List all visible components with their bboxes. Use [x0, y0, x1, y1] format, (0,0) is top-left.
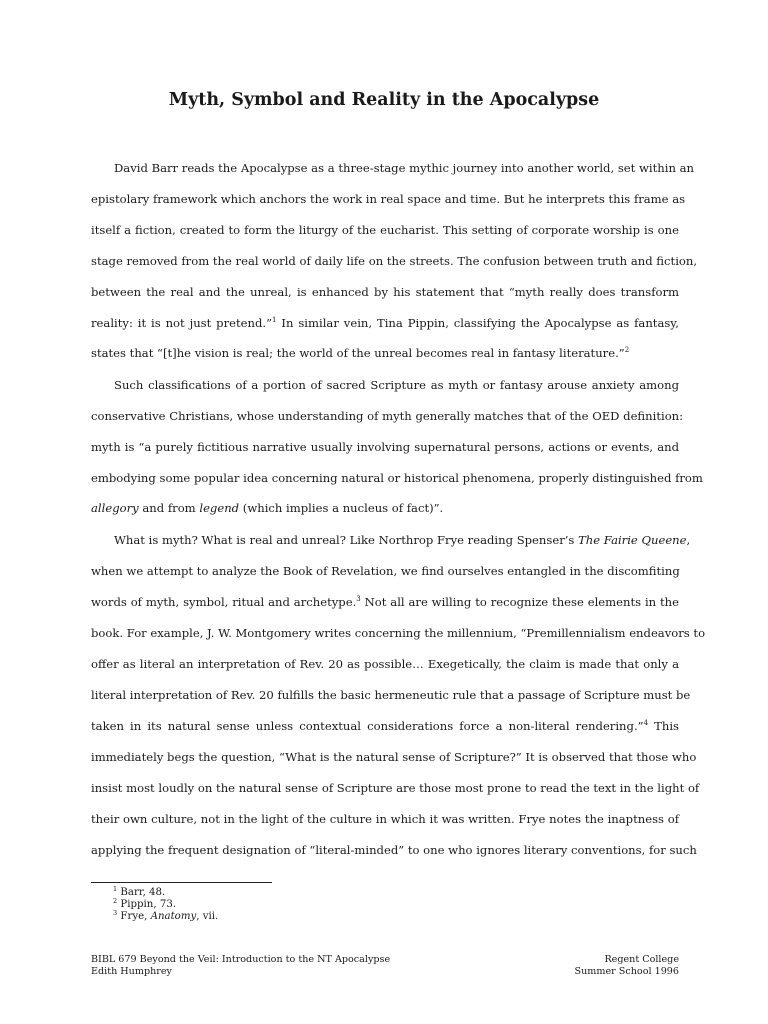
- text-span: (which implies a nucleus of fact)”.: [239, 501, 444, 515]
- text-line: immediately begs the question, “What is the natural sense of Scripture?” It is observed that those who: [91, 750, 697, 764]
- footer-term: Summer School 1996: [574, 966, 679, 977]
- text-span: taken in its natural sense unless contextual considerations force a non-literal rendering.”: [91, 719, 644, 733]
- text-line: their own culture, not in the light of the culture in which it was written. Frye notes the inaptness of: [91, 812, 679, 826]
- footnote-number: 3: [113, 909, 118, 917]
- footnote: [113, 887, 165, 899]
- text-span: In similar vein, Tina Pippin, classifying the Apocalypse as fantasy,: [281, 316, 679, 330]
- text-line: [91, 343, 679, 363]
- text-line: literal interpretation of Rev. 20 fulfills the basic hermeneutic rule that a passage of Scripture must be: [91, 688, 691, 702]
- italic-text: Anatomy: [150, 911, 197, 922]
- text-line: when we attempt to analyze the Book of Revelation, we find ourselves entangled in the discomfiting: [91, 564, 680, 578]
- text-span: words of myth, symbol, ritual and archetype.: [91, 595, 357, 609]
- text-span: What is myth? What is real and unreal? Like Northrop Frye reading Spenser’s: [114, 533, 579, 547]
- footnote-ref[interactable]: 3: [356, 595, 361, 603]
- text-line: [114, 530, 691, 550]
- footnote-text: , vii.: [196, 911, 219, 922]
- text-line: conservative Christians, whose understanding of myth generally matches that of the OED definition:: [91, 409, 684, 423]
- text-line: itself a fiction, created to form the liturgy of the eucharist. This setting of corporate worship is one: [91, 223, 679, 237]
- text-line: insist most loudly on the natural sense of Scripture are those most prone to read the text in the light of: [91, 781, 700, 795]
- text-span: This: [648, 719, 679, 733]
- footnote-number: 1: [113, 885, 118, 893]
- text-line: [91, 592, 679, 612]
- text-line: [91, 498, 679, 518]
- text-line: embodying some popular idea concerning natural or historical phenomena, properly distinguished from: [91, 471, 703, 485]
- footnote-ref[interactable]: 4: [643, 719, 649, 727]
- text-line: between the real and the unreal, is enhanced by his statement that “myth really does transform: [91, 285, 679, 299]
- footnote: [113, 899, 176, 911]
- text-line: stage removed from the real world of daily life on the streets. The confusion between truth and fiction,: [91, 254, 698, 268]
- text-line: Such classifications of a portion of sacred Scripture as myth or fantasy arouse anxiety among: [114, 378, 679, 392]
- text-line: applying the frequent designation of “literal-minded” to one who ignores literary conventions, for such: [91, 843, 697, 857]
- text-line: [91, 313, 679, 333]
- footnote-ref[interactable]: 2: [624, 346, 630, 354]
- text-line: book. For example, J. W. Montgomery writes concerning the millennium, “Premillennialism endeavors to: [91, 626, 706, 640]
- footnote-ref[interactable]: 1: [272, 316, 277, 324]
- text-line: [91, 716, 679, 736]
- text-span: reality: it is not just pretend.”: [91, 316, 273, 330]
- footer-author: Edith Humphrey: [91, 966, 172, 977]
- text-line: myth is “a purely fictitious narrative usually involving supernatural persons, actions or events, and: [91, 440, 679, 454]
- text-line: offer as literal an interpretation of Rev. 20 as possible… Exegetically, the claim is made that only a: [91, 657, 679, 671]
- page-title: Myth, Symbol and Reality in the Apocalypse: [168, 90, 600, 110]
- text-span: states that “[t]he vision is real; the world of the unreal becomes real in fantasy literature.”: [91, 346, 625, 360]
- footnote-text: Pippin, 73.: [120, 899, 177, 910]
- footnote-text: Barr, 48.: [120, 887, 166, 898]
- footnote-text: Frye,: [120, 911, 151, 922]
- footer-institution: Regent College: [604, 954, 679, 965]
- italic-text: allegory: [91, 501, 139, 515]
- footer-course: BIBL 679 Beyond the Veil: Introduction to the NT Apocalypse: [91, 954, 391, 965]
- text-span: and from: [138, 501, 200, 515]
- italic-text: legend: [199, 501, 240, 515]
- footnote-number: 2: [113, 897, 118, 905]
- text-line: epistolary framework which anchors the work in real space and time. But he interprets this frame as: [91, 192, 686, 206]
- text-span: Not all are willing to recognize these elements in the: [360, 595, 680, 609]
- footnote-divider: [91, 882, 272, 883]
- footnote: [113, 911, 218, 923]
- italic-text: The Fairie Queene: [578, 533, 687, 547]
- text-span: ,: [686, 533, 691, 547]
- text-line: David Barr reads the Apocalypse as a three-stage mythic journey into another world, set within an: [114, 161, 694, 175]
